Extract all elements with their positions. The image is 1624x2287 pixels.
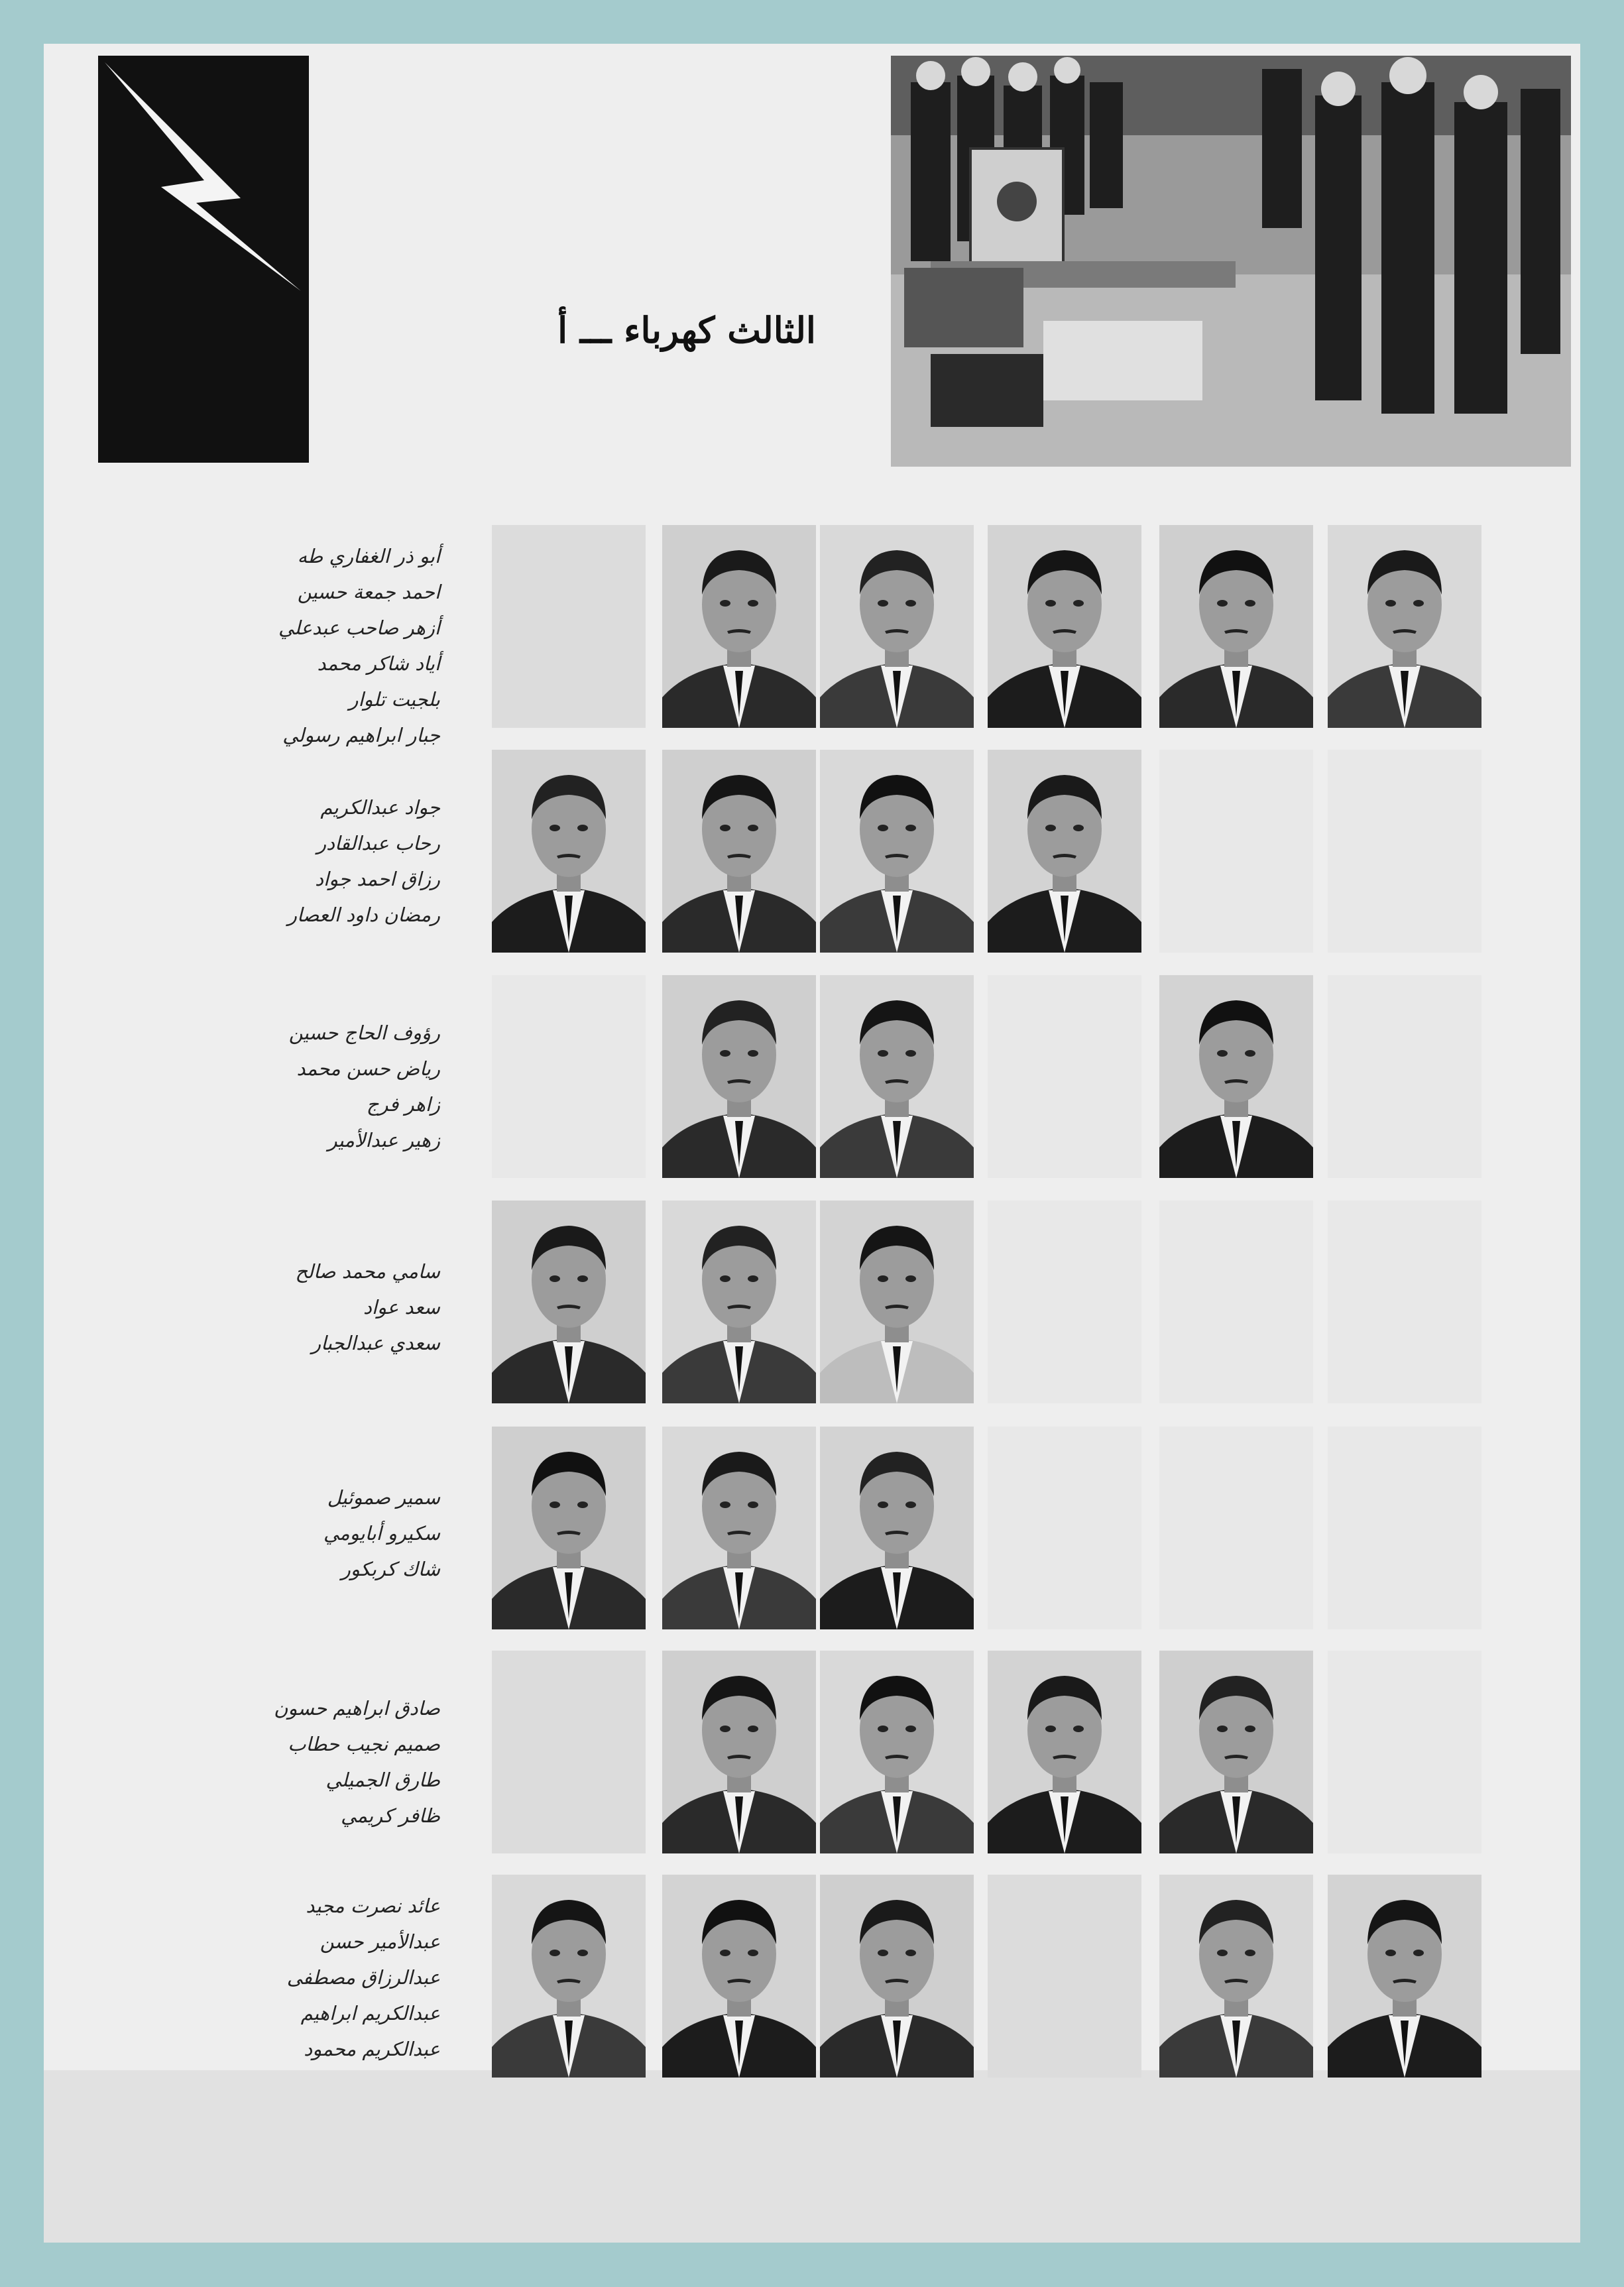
student-portrait: [662, 1201, 816, 1403]
name-list: [170, 1480, 440, 1587]
empty-grid-cell: [492, 975, 646, 1178]
student-portrait: [662, 525, 816, 728]
name-list: [170, 1690, 440, 1834]
empty-grid-cell: [1328, 975, 1481, 1178]
student-portrait: [662, 975, 816, 1178]
empty-grid-cell: [988, 975, 1141, 1178]
student-name: عبدالكريم محمود: [304, 2038, 440, 2060]
student-portrait: [1328, 1875, 1481, 2078]
empty-grid-cell: [1159, 1427, 1313, 1629]
student-name: احمد جمعة حسين: [297, 581, 440, 603]
empty-grid-cell: [988, 1427, 1141, 1629]
student-name: ظافر كريمي: [341, 1804, 440, 1827]
blank-portrait-frame: [492, 525, 646, 728]
student-portrait: [1159, 1875, 1313, 2078]
empty-grid-cell: [1328, 1651, 1481, 1853]
name-list: [170, 1015, 440, 1158]
student-name: جبار ابراهيم رسولي: [282, 724, 440, 746]
student-name: رحاب عبدالقادر: [317, 832, 440, 854]
student-portrait: [662, 1651, 816, 1853]
student-portrait: [662, 1875, 816, 2078]
student-portrait: [988, 1651, 1141, 1853]
student-name: زهير عبدالأمير: [327, 1129, 440, 1151]
student-portrait: [492, 1201, 646, 1403]
student-name: سكيرو أبايومي: [323, 1522, 440, 1545]
empty-grid-cell: [1328, 1201, 1481, 1403]
empty-grid-cell: [1328, 1427, 1481, 1629]
empty-grid-cell: [988, 1201, 1141, 1403]
student-name: طارق الجميلي: [325, 1769, 440, 1791]
student-name: رمضان داود العصار: [287, 904, 440, 926]
student-name: جواد عبدالكريم: [320, 796, 440, 819]
student-name: عبدالأمير حسن: [319, 1930, 440, 1953]
student-name: صادق ابراهيم حسون: [274, 1697, 440, 1720]
student-portrait: [662, 1427, 816, 1629]
student-name: سعدي عبدالجبار: [312, 1332, 440, 1354]
empty-grid-cell: [1159, 1201, 1313, 1403]
name-list: [170, 1888, 440, 2067]
yearbook-page: [44, 44, 1580, 2243]
student-portrait: [662, 750, 816, 953]
student-name: عبدالكريم ابراهيم: [300, 2002, 440, 2024]
student-portrait: [820, 1651, 974, 1853]
blank-portrait-frame: [492, 1651, 646, 1853]
student-portrait: [988, 525, 1141, 728]
student-name: صميم نجيب حطاب: [288, 1733, 440, 1755]
student-portrait: [492, 1875, 646, 2078]
student-portrait: [988, 750, 1141, 953]
student-name: رزاق احمد جواد: [315, 868, 440, 890]
student-name: أبو ذر الغفاري طه: [297, 545, 440, 567]
student-name: عائد نصرت مجيد: [306, 1895, 440, 1917]
student-portrait: [820, 1201, 974, 1403]
student-name: شاك كربكور: [341, 1558, 440, 1580]
student-portrait: [1159, 525, 1313, 728]
student-portrait: [820, 975, 974, 1178]
blank-portrait-frame: [988, 1875, 1141, 2078]
student-portrait: [492, 750, 646, 953]
student-name: رؤوف الحاج حسين: [288, 1022, 440, 1044]
student-name: سعد عواد: [363, 1296, 440, 1319]
student-name: عبدالرزاق مصطفى: [286, 1966, 440, 1989]
name-list: [170, 1254, 440, 1361]
page-title: الثالث كهرباء ـــ أ: [557, 309, 816, 351]
student-portrait: [820, 750, 974, 953]
student-portrait: [1159, 1651, 1313, 1853]
student-portrait: [820, 525, 974, 728]
name-list: [170, 538, 440, 753]
name-list: [170, 790, 440, 933]
workshop-photo: [891, 56, 1571, 467]
student-name: رياض حسن محمد: [296, 1057, 440, 1080]
page-bottom-shade: [44, 2070, 1580, 2243]
student-portrait: [820, 1875, 974, 2078]
student-portrait: [1328, 525, 1481, 728]
student-portrait: [492, 1427, 646, 1629]
student-name: أزهر صاحب عبدعلي: [278, 616, 440, 639]
student-portrait: [820, 1427, 974, 1629]
lightning-bolt-icon: [98, 56, 309, 463]
empty-grid-cell: [1159, 750, 1313, 953]
student-name: أياد شاكر محمد: [317, 652, 440, 675]
student-name: سمير صموئيل: [327, 1486, 440, 1509]
student-name: سامي محمد صالح: [295, 1260, 440, 1283]
student-name: بلجيت تلوار: [349, 688, 440, 711]
empty-grid-cell: [1328, 750, 1481, 953]
student-portrait: [1159, 975, 1313, 1178]
student-name: زاهر فرج: [366, 1093, 440, 1116]
